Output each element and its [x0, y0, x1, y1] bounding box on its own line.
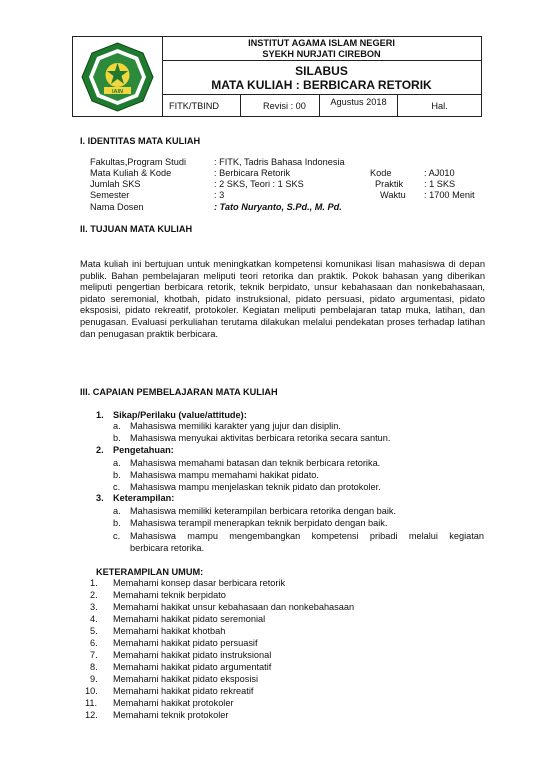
item-text-continued: berbicara retorika.	[130, 543, 205, 553]
item-letter: a.	[113, 506, 121, 516]
logo-cell	[73, 37, 163, 117]
item-text: Mahasiswa menyukai aktivitas berbicara retorika secara santun.	[130, 433, 391, 443]
institution-name	[162, 37, 481, 61]
skill-number: 12.	[85, 710, 98, 720]
document-title	[162, 61, 481, 95]
identity-label2: Praktik	[375, 179, 404, 189]
identity-value2: : AJ010	[424, 168, 455, 178]
item-letter: b.	[113, 518, 121, 528]
item-letter: a.	[113, 421, 121, 431]
skill-number: 3.	[90, 602, 98, 612]
identity-value: : FITK, Tadris Bahasa Indonesia	[214, 157, 345, 167]
skill-number: 11.	[85, 698, 98, 708]
title-line2: MATA KULIAH : BERBICARA RETORIK	[211, 78, 432, 92]
skill-number: 6.	[90, 638, 98, 648]
course-objective-paragraph: Mata kuliah ini bertujuan untuk meningkatkan kompetensi komunikasi lisan mahasiswa di depan publik. Bahan pembelajaran meliputi teori retorika dan praktik. Pokok bahasan yang diberikan meliputi pengertian berbicara retorik, teknik berpidato, unsur kebahasaan dan nonkebahasaan, pidato seremonial, khotbah, pidato instruksional, pidato persuasi, pidato argumentasi, pidato eksposisi, pidato rekreatif, protokoler. Kegiatan meliputi pembelajaran tatap muka, latihan, dan penugasan. Evaluasi perkuliahan terutama dilakukan melalui pendekatan proses terhadap latihan dan penugasan praktik berbicara.	[80, 259, 485, 339]
item-text: Mahasiswa memahami batasan dan teknik berbicara retorika.	[130, 458, 381, 468]
item-letter: b.	[113, 470, 121, 480]
item-text: Mahasiswa mampu menjelaskan teknik pidato dan protokoler.	[130, 482, 381, 492]
title-line1: SILABUS	[295, 64, 348, 78]
section2-heading: II. TUJUAN MATA KULIAH	[80, 224, 193, 234]
group-number: 3.	[96, 493, 104, 503]
item-letter: c.	[113, 482, 121, 492]
skill-text: Memahami hakikat unsur kebahasaan dan nonkebahasaan	[113, 602, 355, 612]
item-letter: b.	[113, 433, 121, 443]
document-meta-row	[162, 95, 481, 117]
identity-value: : Berbicara Retorik	[214, 168, 291, 178]
skill-text: Memahami hakikat protokoler	[113, 698, 234, 708]
identity-row	[90, 190, 510, 201]
identity-row	[90, 157, 510, 168]
identity-row	[90, 202, 510, 213]
skill-text: Memahami hakikat pidato eksposisi	[113, 674, 259, 684]
skill-text: Memahami teknik protokoler	[113, 710, 229, 720]
item-text: Mahasiswa memiliki karakter yang jujur dan disiplin.	[130, 421, 341, 431]
skill-number: 7.	[90, 650, 98, 660]
identity-value2: : 1700 Menit	[424, 190, 475, 200]
section3-heading: III. CAPAIAN PEMBELAJARAN MATA KULIAH	[80, 387, 278, 397]
section1-heading: I. IDENTITAS MATA KULIAH	[80, 136, 201, 146]
item-text: Mahasiswa mampu memahami hakikat pidato.	[130, 470, 319, 480]
identity-label2: Kode	[370, 168, 392, 178]
item-text: Mahasiswa terampil menerapkan teknik berpidato dengan baik.	[130, 518, 388, 528]
identity-value2: : 1 SKS	[424, 179, 456, 189]
group-title: Keterampilan:	[113, 493, 175, 503]
skill-text: Memahami hakikat pidato persuasif	[113, 638, 258, 648]
identity-label: Semester	[90, 190, 130, 200]
skill-number: 9.	[90, 674, 98, 684]
skills-heading: KETERAMPILAN UMUM:	[96, 567, 204, 577]
skill-number: 8.	[90, 662, 98, 672]
iain-logo-icon	[73, 37, 162, 117]
skill-text: Memahami hakikat khotbah	[113, 626, 226, 636]
skill-text: Memahami hakikat pidato argumentatif	[113, 662, 272, 672]
identity-value: : 2 SKS, Teori : 1 SKS	[214, 179, 304, 189]
skill-text: Memahami konsep dasar berbicara retorik	[113, 578, 286, 588]
doc-page: Hal.	[431, 101, 448, 111]
doc-revision: Revisi : 00	[241, 95, 320, 117]
skill-number: 1.	[90, 578, 98, 588]
group-number: 1.	[96, 410, 104, 420]
skill-number: 10.	[85, 686, 98, 696]
identity-row	[90, 179, 510, 190]
institution-line1: INSTITUT AGAMA ISLAM NEGERI	[248, 38, 395, 48]
item-letter: c.	[113, 531, 121, 541]
skill-number: 5.	[90, 626, 98, 636]
skill-number: 4.	[90, 614, 98, 624]
identity-value: : Tato Nuryanto, S.Pd., M. Pd.	[214, 202, 342, 212]
identity-row	[90, 168, 510, 179]
identity-label: Mata Kuliah & Kode	[90, 168, 172, 178]
identity-label: Jumlah SKS	[90, 179, 141, 189]
doc-code: FITK/TBIND	[162, 95, 241, 117]
item-text: Mahasiswa memiliki keterampilan berbicara retorika dengan baik.	[130, 506, 397, 516]
group-title: Pengetahuan:	[113, 445, 174, 455]
skill-text: Memahami hakikat pidato instruksional	[113, 650, 272, 660]
item-letter: a.	[113, 458, 121, 468]
identity-label: Fakultas,Program Studi	[90, 157, 186, 167]
institution-line2: SYEKH NURJATI CIREBON	[262, 48, 381, 59]
skill-text: Memahami hakikat pidato rekreatif	[113, 686, 254, 696]
item-text: Mahasiswa mampu mengembangkan kompetensi pribadi melalui kegiatan	[130, 531, 484, 541]
doc-date: Agustus 2018	[320, 95, 398, 117]
group-number: 2.	[96, 445, 104, 455]
identity-label2: Waktu	[380, 190, 406, 200]
identity-value: : 3	[214, 190, 225, 200]
skill-text: Memahami teknik berpidato	[113, 590, 226, 600]
identity-label: Nama Dosen	[90, 202, 144, 212]
skill-number: 2.	[90, 590, 98, 600]
skill-text: Memahami hakikat pidato seremonial	[113, 614, 266, 624]
group-title: Sikap/Perilaku (value/attitude):	[113, 410, 247, 420]
logo-text: IAIN	[112, 89, 123, 95]
header-table	[72, 36, 482, 117]
